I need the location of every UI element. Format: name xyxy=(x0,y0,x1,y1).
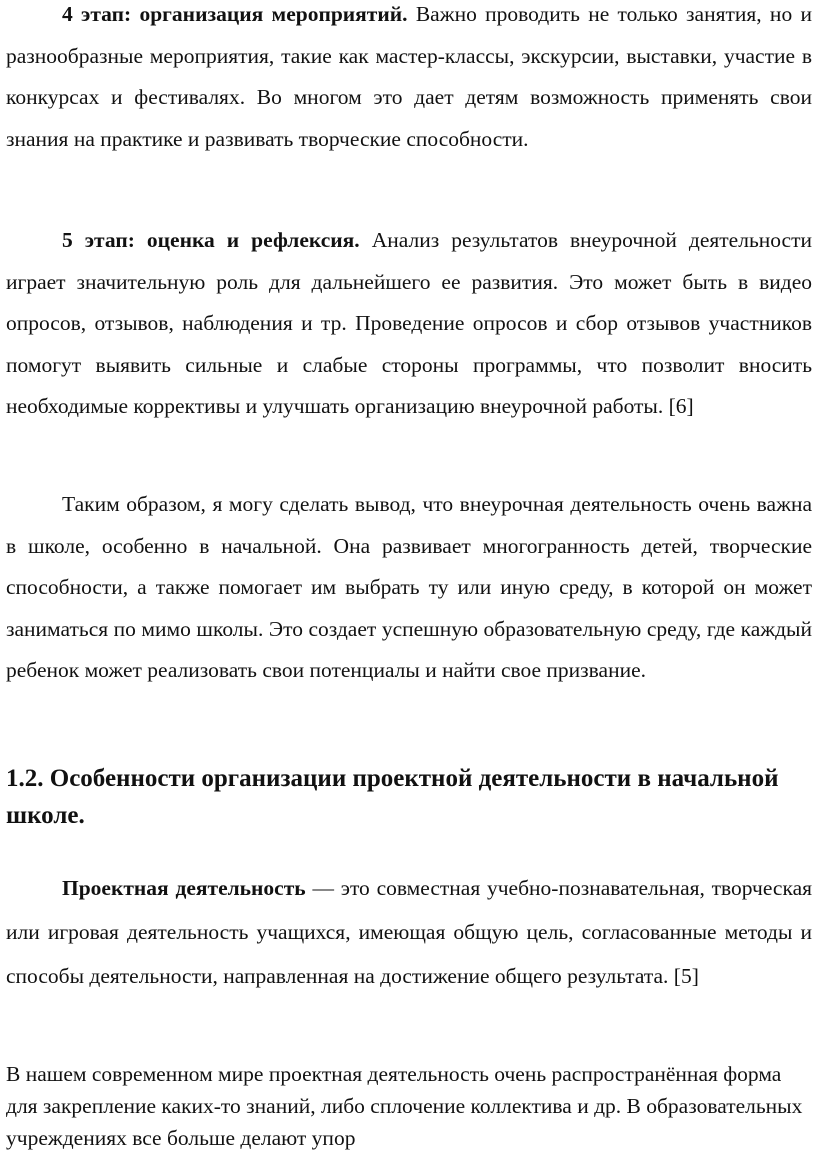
paragraph-last: В нашем современном мире проектная деятельность очень распространённая форма для закрепление каких-то знаний, либо сплочение коллектива и др. В образовательных учреждениях все больше делают упор xyxy=(6,1062,803,1150)
definition-text: — это совместная учебно-познавательная, творческая или игровая деятельность учащихся, имеющая общую цель, согласованные методы и способы деятельности, направленная на достижение общего результата. [5] xyxy=(6,876,813,988)
stage-4-text: Важно проводить не только занятия, но и разнообразные мероприятия, такие как мастер-классы, экскурсии, выставки, участие в конкурсах и фестивалях. Во многом это дает детям возможность применять свои знания на практике и развивать творческие способности. xyxy=(6,2,812,151)
paragraph-conclusion xyxy=(6,484,812,692)
stage-5-text: Анализ результатов внеурочной деятельности играет значительную роль для дальнейшего ее развития. Это может быть в видео опросов, отзывов, наблюдения и тр. Проведение опросов и сбор отзывов участников помогут выявить сильные и слабые стороны программы, что позволит вносить необходимые коррективы и улучшать организацию внеурочной работы. [6] xyxy=(6,228,812,418)
paragraph-stage-5 xyxy=(6,220,812,428)
conclusion-text: Таким образом, я могу сделать вывод, что внеурочная деятельность очень важна в школе, особенно в начальной. Она развивает многогранность детей, творческие способности, а также помогает им выбрать ту или иную среду, в которой он может заниматься по мимо школы. Это создает успешную образовательную среду, где каждый ребенок может реализовать свои потенциалы и найти свое призвание. xyxy=(6,492,812,682)
stage-4-title: 4 этап: организация мероприятий. xyxy=(62,2,408,26)
paragraph-definition xyxy=(6,866,812,998)
paragraph-stage-4 xyxy=(6,0,812,160)
section-heading: 1.2. Особенности организации проектной деятельности в начальной школе. xyxy=(6,765,779,829)
stage-5-title: 5 этап: оценка и рефлексия. xyxy=(62,228,360,252)
definition-term: Проектная деятельность xyxy=(62,876,306,900)
